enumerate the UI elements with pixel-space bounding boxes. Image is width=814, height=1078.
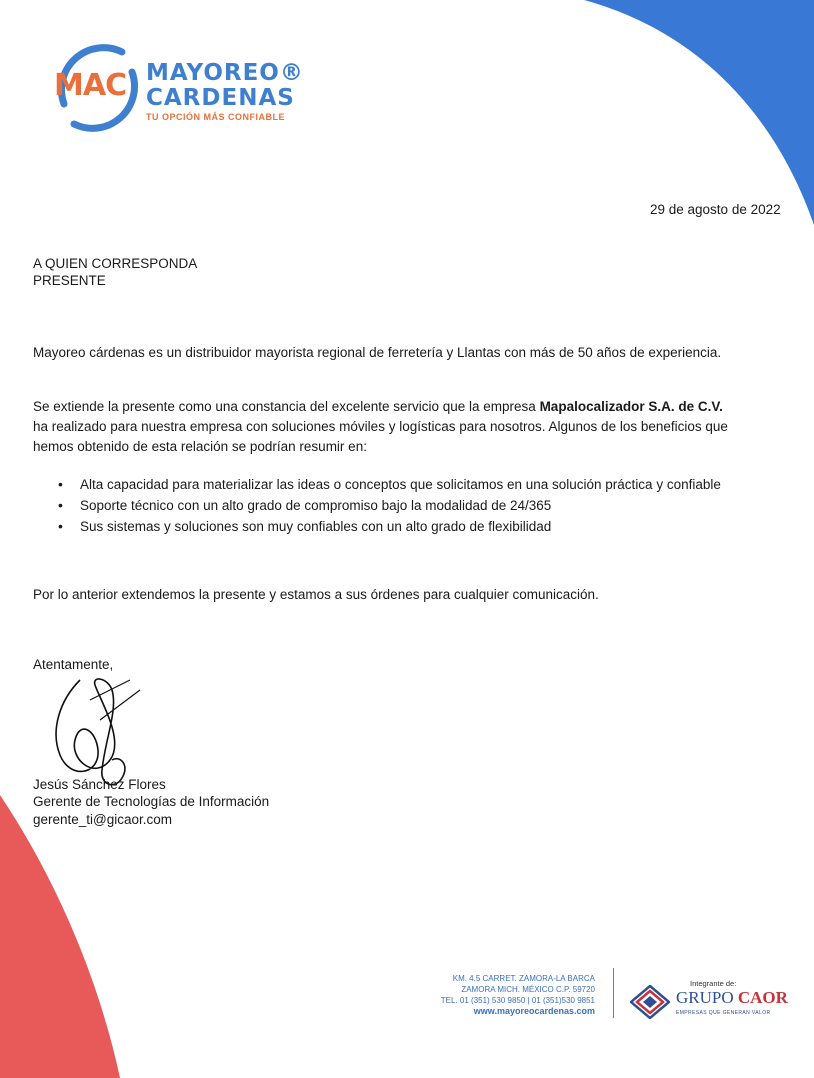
footer-address	[380, 973, 595, 1017]
recipient-line2: PRESENTE	[33, 273, 106, 288]
caor-diamond-icon	[630, 985, 670, 1019]
phone-line: TEL. 01 (351) 530 9850 | 01 (351)530 9851	[440, 996, 595, 1005]
group-name-part1: GRUPO	[676, 988, 738, 1007]
group-slogan: EMPRESAS QUE GENERAN VALOR	[676, 1010, 771, 1016]
closing-salutation: Atentamente,	[33, 657, 114, 672]
benefit-item: • Alta capacidad para materializar las ideas o conceptos que solicitamos en una solución práctica y confiable	[58, 474, 721, 495]
corner-decoration-bottom-left	[0, 795, 120, 1078]
group-name-part2: CAOR	[737, 988, 788, 1007]
brand-name-line1: MAYOREO®	[146, 60, 304, 86]
paragraph-closing: Por lo anterior extendemos la presente y estamos a sus órdenes para cualquier comunicación.	[33, 587, 599, 602]
benefit-item: • Soporte técnico con un alto grado de compromiso bajo la modalidad de 24/365	[58, 495, 721, 516]
address-line1: KM. 4.5 CARRET. ZAMORA-LA BARCA	[452, 974, 595, 983]
signer-name: Jesús Sánchez Flores	[33, 777, 166, 792]
letter-date: 29 de agosto de 2022	[650, 202, 781, 217]
recipient-line1: A QUIEN CORRESPONDA	[33, 256, 198, 271]
benefit-item: • Sus sistemas y soluciones son muy confiables con un alto grado de flexibilidad	[58, 516, 721, 537]
footer-divider	[613, 968, 614, 1018]
company-name: Mapalocalizador S.A. de C.V.	[539, 399, 723, 414]
benefits-list	[58, 474, 721, 537]
brand-tagline: TU OPCIÓN MÁS CONFIABLE	[146, 112, 285, 122]
signer-email: gerente_ti@gicaor.com	[33, 812, 173, 827]
group-name	[676, 988, 788, 1008]
signer-title: Gerente de Tecnologías de Información	[33, 794, 270, 809]
paragraph-intro: Mayoreo cárdenas es un distribuidor mayorista regional de ferretería y Llantas con más de 50 años de experiencia.	[33, 345, 722, 360]
corner-decoration-top-right	[584, 0, 814, 225]
website-link[interactable]: www.mayoreocardenas.com	[473, 1006, 595, 1016]
paragraph-reference	[33, 397, 733, 457]
integrante-label: Integrante de:	[690, 979, 737, 988]
brand-name-line2: CARDENAS	[146, 85, 295, 111]
paragraph-reference-start: Se extiende la presente como una constancia del excelente servicio que la empresa	[33, 399, 540, 414]
paragraph-reference-end: ha realizado para nuestra empresa con soluciones móviles y logísticas para nosotros. Algunos de los beneficios que hemos obtenido de esta relación se podrían resumir en:	[33, 419, 728, 454]
address-line2: ZAMORA MICH. MÉXICO C.P. 59720	[461, 985, 595, 994]
logo-initials: MAC	[54, 68, 127, 103]
